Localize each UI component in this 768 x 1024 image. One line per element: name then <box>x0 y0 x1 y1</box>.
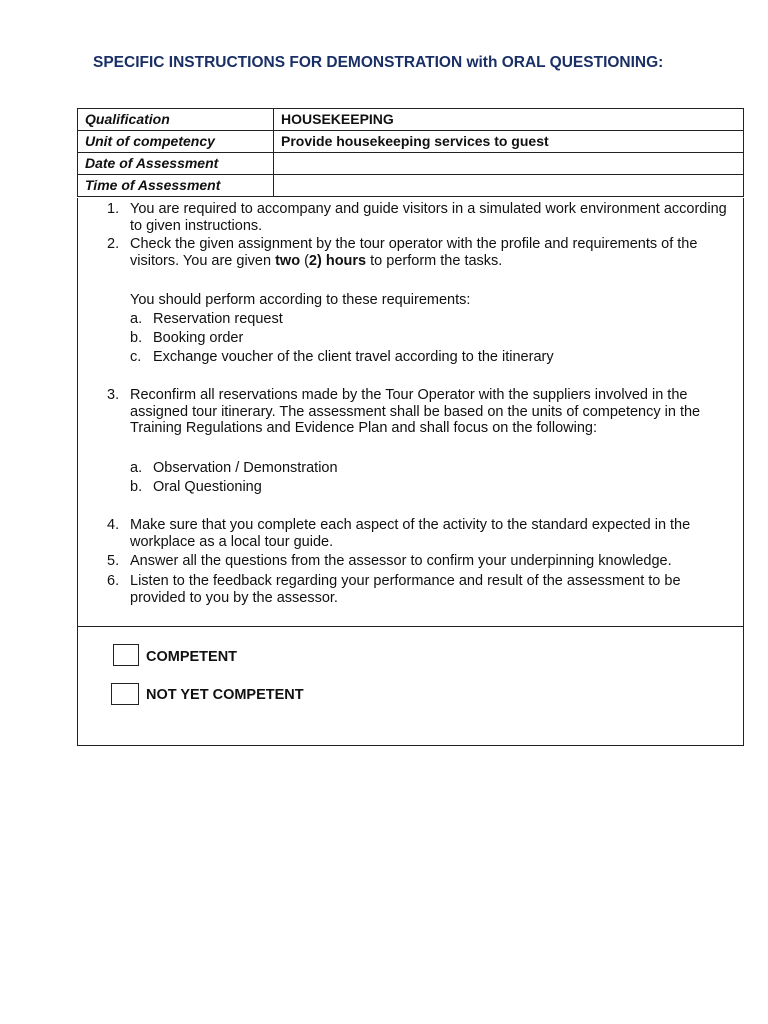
competent-checkbox[interactable] <box>113 644 139 666</box>
qualification-value: HOUSEKEEPING <box>274 109 744 131</box>
instruction-number-6: 6. <box>107 573 120 589</box>
instruction-number-3: 3. <box>107 387 120 403</box>
instruction-2-text-c: to perform the tasks. <box>366 252 503 269</box>
unit-of-competency-value: Provide housekeeping services to guest <box>274 131 744 153</box>
requirement-letter-a: a. <box>130 311 143 327</box>
not-yet-competent-label: NOT YET COMPETENT <box>146 687 304 703</box>
requirement-a: Reservation request <box>153 311 283 327</box>
assessment-info-table <box>77 108 744 197</box>
instruction-4: Make sure that you complete each aspect of the activity to the standard expected in the workplace as a local tour guide. <box>130 517 691 550</box>
focus-letter-b: b. <box>130 479 143 495</box>
document-title: SPECIFIC INSTRUCTIONS FOR DEMONSTRATION with ORAL QUESTIONING: <box>93 54 664 71</box>
instruction-number-4: 4. <box>107 517 120 533</box>
unit-of-competency-label: Unit of competency <box>78 131 274 153</box>
instruction-2 <box>130 236 742 269</box>
instruction-number-1: 1. <box>107 201 120 217</box>
instruction-5: Answer all the questions from the assessor to confirm your underpinning knowledge. <box>130 553 672 569</box>
table-row <box>78 109 744 131</box>
time-of-assessment-value[interactable] <box>274 175 744 197</box>
instruction-2-text-a: Check the given assignment by the tour operator with the profile and requirements of the visitors. You are given <box>130 236 698 269</box>
focus-letter-a: a. <box>130 460 143 476</box>
not-yet-competent-checkbox[interactable] <box>111 683 139 705</box>
competent-label: COMPETENT <box>146 649 238 665</box>
table-row <box>78 131 744 153</box>
requirement-b: Booking order <box>153 330 244 346</box>
qualification-label: Qualification <box>78 109 274 131</box>
instruction-number-5: 5. <box>107 553 120 569</box>
requirement-c: Exchange voucher of the client travel according to the itinerary <box>153 349 554 365</box>
date-of-assessment-value[interactable] <box>274 153 744 175</box>
instruction-2-text-b: ( <box>300 252 309 269</box>
focus-b: Oral Questioning <box>153 479 262 495</box>
instruction-2-bold-hours: 2) hours <box>308 252 367 269</box>
focus-a: Observation / Demonstration <box>153 460 338 476</box>
instruction-6: Listen to the feedback regarding your performance and result of the assessment to be provided to you by the assessor. <box>130 573 681 606</box>
instruction-2-bold-two: two <box>275 252 301 269</box>
instruction-1: You are required to accompany and guide visitors in a simulated work environment according to given instructions. <box>130 201 727 234</box>
instruction-3: Reconfirm all reservations made by the Tour Operator with the suppliers involved in the assigned tour itinerary. The assessment shall be based on the units of competency in the Training Regulations and Evidence Plan and shall focus on the following: <box>130 387 701 436</box>
table-row <box>78 175 744 197</box>
perform-intro: You should perform according to these requirements: <box>130 292 471 308</box>
requirement-letter-c: c. <box>130 349 142 365</box>
time-of-assessment-label: Time of Assessment <box>78 175 274 197</box>
instruction-number-2: 2. <box>107 236 120 252</box>
date-of-assessment-label: Date of Assessment <box>78 153 274 175</box>
requirement-letter-b: b. <box>130 330 143 346</box>
table-row <box>78 153 744 175</box>
